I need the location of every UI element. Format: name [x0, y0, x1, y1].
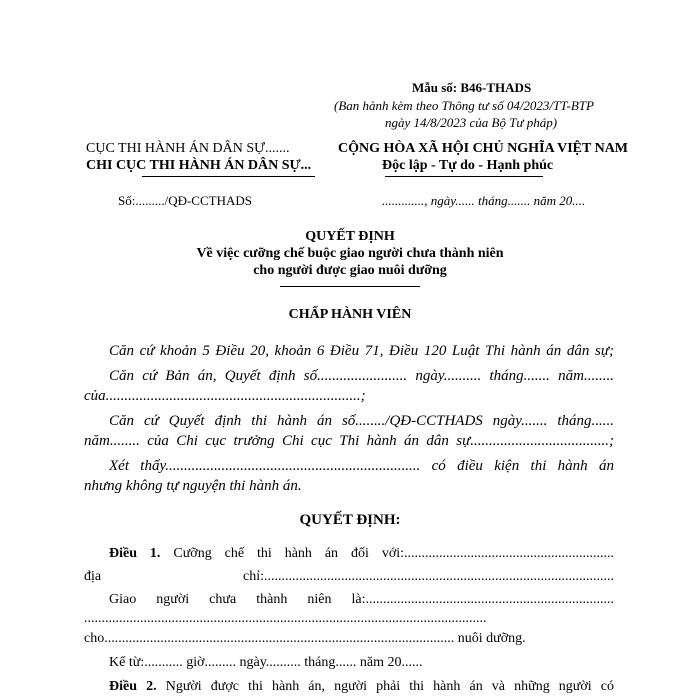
document-date: ............., ngày...... tháng....... năm 20....	[382, 193, 586, 208]
agency-line-1: CỤC THI HÀNH ÁN DÂN SỰ.......	[86, 141, 290, 156]
decision-subtitle-2: cho người được giao nuôi dưỡng	[253, 263, 447, 278]
ground-3-line-2: năm........ của Chi cục trưởng Chi cục Thi hành án dân sự.....................................;	[84, 433, 614, 449]
article-1-address: địa chỉ:....................................................................................................	[84, 569, 614, 584]
ground-4-line-2: nhưng không tự nguyện thi hành án.	[84, 478, 302, 494]
issued-by-line-1: (Ban hành kèm theo Thông tư số 04/2023/TT-BTP	[334, 98, 594, 113]
ground-2-line-2: của....................................................................;	[84, 388, 366, 404]
national-motto: Độc lập - Tự do - Hạnh phúc	[382, 158, 554, 173]
national-title: CỘNG HÒA XÃ HỘI CHỦ NGHĨA VIỆT NAM	[338, 141, 629, 156]
article-1-text: Cưỡng chế thi hành án đối với:............................................................	[160, 546, 614, 561]
article-1-label: Điều 1.	[109, 546, 161, 561]
article-1-start-time: Kể từ:........... giờ......... ngày.......... tháng...... năm 20......	[109, 655, 423, 670]
article-1-minor: Giao người chưa thành niên là:.......................................................................	[109, 592, 614, 607]
ground-1: Căn cứ khoản 5 Điều 20, khoản 6 Điều 71, Điều 120 Luật Thi hành án dân sự;	[109, 343, 614, 359]
form-number: Mẫu số: B46-THADS	[412, 80, 532, 95]
decision-subtitle-1: Về việc cưỡng chế buộc giao người chưa thành niên	[196, 246, 504, 261]
motto-underline	[385, 176, 543, 177]
article-2-label: Điều 2.	[109, 679, 157, 694]
article-1-line-1	[109, 546, 614, 562]
article-2-text: Người được thi hành án, người phải thi hành án và những người có	[156, 679, 614, 694]
agency-underline	[142, 176, 315, 177]
article-1-dots: ...................................................................................................................	[84, 611, 487, 626]
article-2-line-1	[109, 679, 614, 695]
ground-4-line-1: Xét thấy.................................................................... có điều kiện thi hành án	[109, 458, 614, 474]
authority-heading: CHẤP HÀNH VIÊN	[288, 307, 412, 322]
document-number: Số:........./QĐ-CCTHADS	[118, 193, 252, 208]
issued-by-line-2: ngày 14/8/2023 của Bộ Tư pháp)	[385, 115, 558, 130]
agency-line-2: CHI CỤC THI HÀNH ÁN DÂN SỰ...	[86, 158, 312, 173]
decision-heading: QUYẾT ĐỊNH:	[299, 512, 401, 528]
article-1-recipient: cho.................................................................................................... nuôi dưỡng.	[84, 631, 526, 646]
ground-2-line-1: Căn cứ Bản án, Quyết định số........................ ngày.......... tháng....... năm........	[109, 368, 614, 384]
decision-title: QUYẾT ĐỊNH	[305, 229, 395, 244]
title-underline	[280, 286, 420, 287]
ground-3-line-1: Căn cứ Quyết định thi hành án số......../QĐ-CCTHADS ngày....... tháng......	[109, 413, 614, 429]
